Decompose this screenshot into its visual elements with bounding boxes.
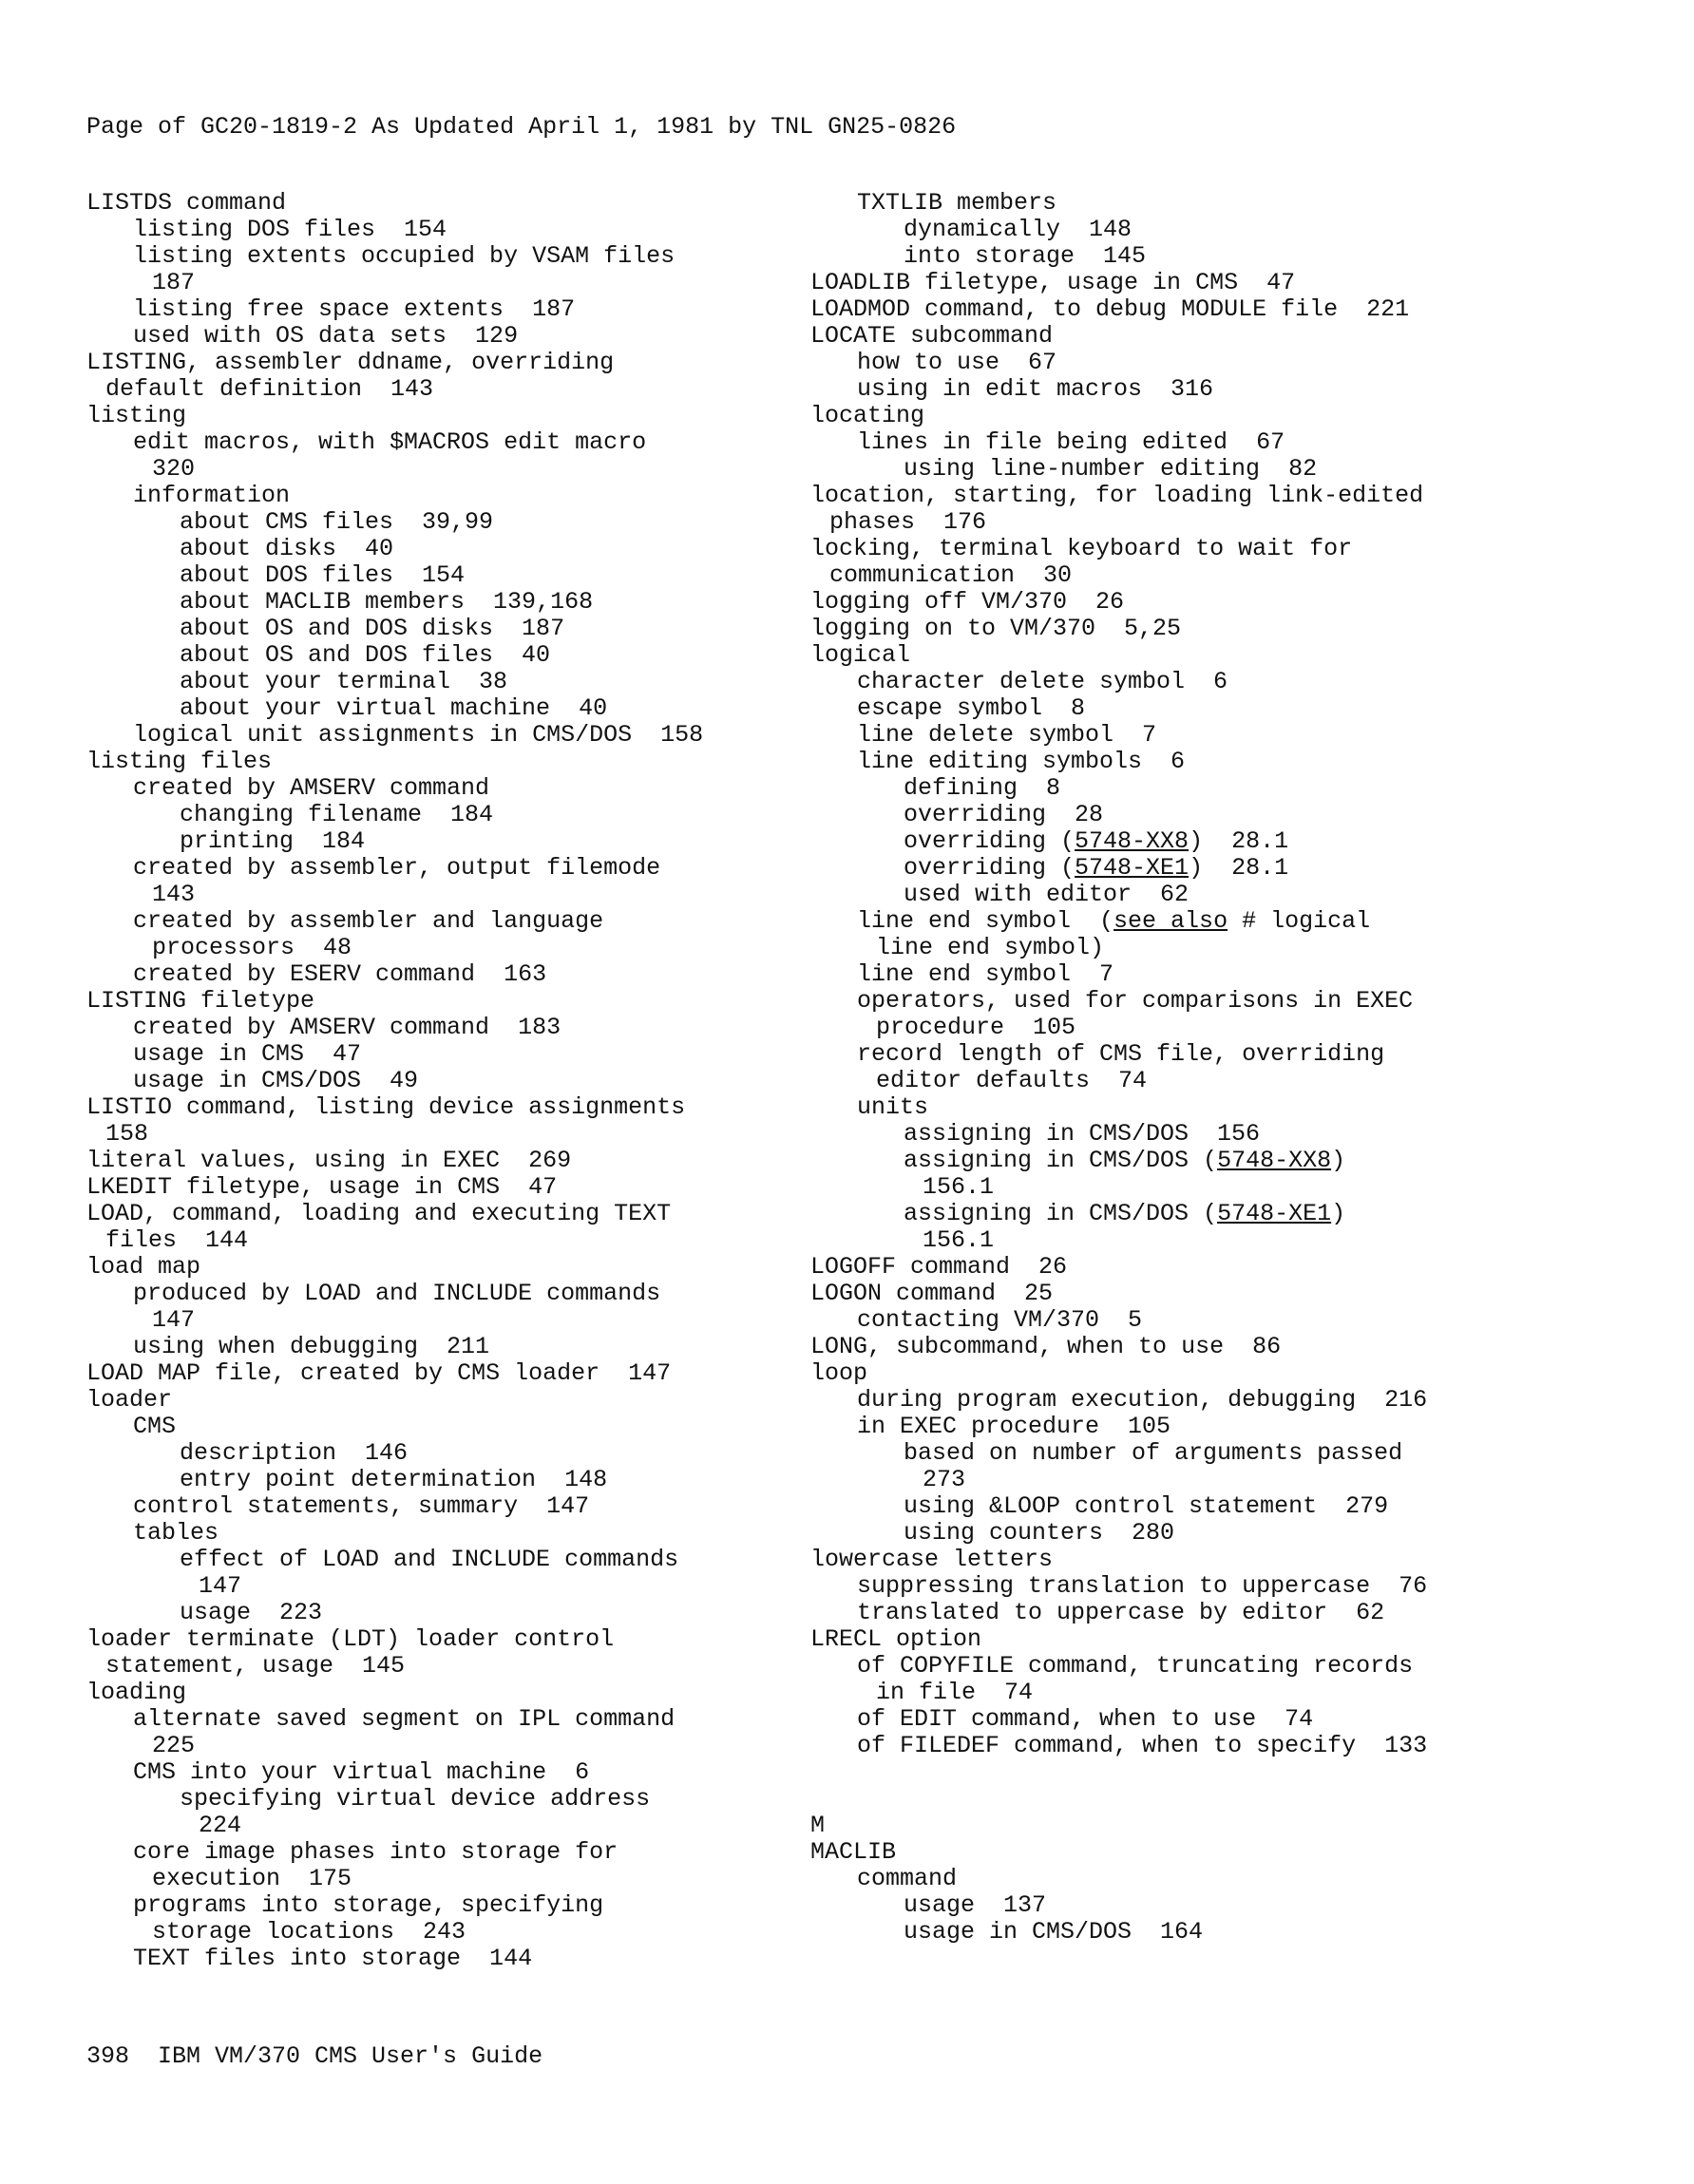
index-entry: usage 137: [904, 1891, 1047, 1919]
index-entry: entry point determination 148: [180, 1466, 608, 1493]
index-entry: location, starting, for loading link-edited: [810, 482, 1424, 509]
index-entry: CMS: [133, 1413, 177, 1440]
index-entry: editor defaults 74: [876, 1067, 1148, 1094]
index-entry: suppressing translation to uppercase 76: [857, 1572, 1428, 1600]
index-entry: about MACLIB members 139,168: [180, 588, 594, 616]
index-entry: line end symbol 7: [857, 960, 1114, 988]
index-entry: 147: [199, 1572, 242, 1600]
index-entry: usage in CMS 47: [133, 1040, 362, 1068]
underlined-reference: 5748-XX8: [1217, 1147, 1332, 1174]
index-entry: created by assembler and language: [133, 907, 604, 935]
index-entry: description 146: [180, 1439, 409, 1467]
index-entry: storage locations 243: [152, 1918, 466, 1946]
index-entry: 320: [152, 455, 196, 483]
index-entry: LOADLIB filetype, usage in CMS 47: [810, 269, 1296, 296]
index-entry: lowercase letters: [810, 1546, 1054, 1573]
index-entry: load map: [86, 1253, 201, 1281]
index-entry: tables: [133, 1519, 219, 1547]
index-entry: loop: [810, 1359, 868, 1387]
index-entry: LISTDS command: [86, 189, 287, 217]
index-entry: 156.1: [923, 1226, 995, 1254]
index-entry: information: [133, 482, 291, 509]
index-entry: 143: [152, 881, 196, 908]
index-entry: listing extents occupied by VSAM files: [133, 242, 676, 270]
index-entry: locking, terminal keyboard to wait for: [810, 535, 1353, 562]
index-entry: logical: [810, 641, 911, 669]
index-entry: LOCATE subcommand: [810, 322, 1054, 350]
index-entry: created by AMSERV command 183: [133, 1014, 561, 1041]
index-entry: TEXT files into storage 144: [133, 1945, 533, 1972]
index-entry: contacting VM/370 5: [857, 1306, 1143, 1334]
index-entry: about OS and DOS files 40: [180, 641, 551, 669]
index-entry: overriding 28: [904, 801, 1104, 828]
index-entry: processors 48: [152, 934, 352, 961]
index-entry: command: [857, 1865, 958, 1892]
index-entry: usage 223: [180, 1599, 323, 1626]
underlined-reference: 5748-XX8: [1075, 827, 1190, 855]
index-entry: line delete symbol 7: [857, 721, 1157, 749]
index-entry: LISTIO command, listing device assignments: [86, 1093, 686, 1121]
index-entry: LOAD, command, loading and executing TEXT: [86, 1200, 672, 1227]
index-entry: about OS and DOS disks 187: [180, 615, 565, 642]
index-entry: 273: [923, 1466, 966, 1493]
index-entry: literal values, using in EXEC 269: [86, 1147, 572, 1174]
index-entry: units: [857, 1093, 929, 1121]
index-entry: character delete symbol 6: [857, 668, 1228, 695]
index-entry: loader terminate (LDT) loader control: [86, 1625, 615, 1653]
underlined-reference: 5748-XE1: [1217, 1200, 1332, 1227]
index-entry: in file 74: [876, 1679, 1034, 1706]
index-entry: used with OS data sets 129: [133, 322, 519, 350]
index-entry: 224: [199, 1812, 242, 1839]
index-entry: using when debugging 211: [133, 1333, 490, 1360]
index-entry: core image phases into storage for: [133, 1838, 619, 1866]
index-entry: LOADMOD command, to debug MODULE file 221: [810, 295, 1410, 323]
index-entry: overriding (5748-XE1) 28.1: [904, 854, 1289, 882]
index-entry: assigning in CMS/DOS 156: [904, 1120, 1261, 1148]
index-entry: how to use 67: [857, 349, 1057, 376]
index-entry: about DOS files 154: [180, 561, 466, 589]
index-entry: of FILEDEF command, when to specify 133: [857, 1732, 1428, 1759]
index-entry: M: [810, 1812, 826, 1839]
index-entry: logging on to VM/370 5,25: [810, 615, 1182, 642]
index-entry: using in edit macros 316: [857, 375, 1214, 403]
index-entry: printing 184: [180, 827, 366, 855]
index-entry: changing filename 184: [180, 801, 494, 828]
index-entry: line editing symbols 6: [857, 748, 1186, 775]
index-entry: of EDIT command, when to use 74: [857, 1705, 1314, 1733]
index-entry: edit macros, with $MACROS edit macro: [133, 428, 647, 456]
index-entry: LOAD MAP file, created by CMS loader 147: [86, 1359, 672, 1387]
index-entry: created by ESERV command 163: [133, 960, 547, 988]
index-entry: logical unit assignments in CMS/DOS 158: [133, 721, 704, 749]
index-entry: procedure 105: [876, 1014, 1076, 1041]
index-entry: produced by LOAD and INCLUDE commands: [133, 1280, 661, 1307]
index-entry: 147: [152, 1306, 196, 1334]
index-entry: statement, usage 145: [105, 1652, 406, 1680]
index-entry: usage in CMS/DOS 49: [133, 1067, 419, 1094]
index-column-left: [86, 190, 837, 1972]
index-entry: LISTING filetype: [86, 987, 315, 1015]
index-entry: listing: [86, 402, 187, 429]
index-entry: MACLIB: [810, 1838, 897, 1866]
index-entry: 225: [152, 1732, 196, 1759]
index-entry: using line-number editing 82: [904, 455, 1318, 483]
index-entry: LKEDIT filetype, usage in CMS 47: [86, 1173, 558, 1201]
index-entry: about your terminal 38: [180, 668, 508, 695]
index-entry: 156.1: [923, 1173, 995, 1201]
index-entry: alternate saved segment on IPL command: [133, 1705, 676, 1733]
index-entry: about CMS files 39,99: [180, 508, 494, 536]
index-entry: communication 30: [829, 561, 1073, 589]
index-entry: assigning in CMS/DOS (5748-XX8): [904, 1147, 1346, 1174]
index-entry: execution 175: [152, 1865, 352, 1892]
index-entry: TXTLIB members: [857, 189, 1057, 217]
section-gap: [810, 1759, 1665, 1813]
index-entry: in EXEC procedure 105: [857, 1413, 1171, 1440]
index-entry: using &LOOP control statement 279: [904, 1492, 1389, 1520]
index-entry: translated to uppercase by editor 62: [857, 1599, 1385, 1626]
index-entry: based on number of arguments passed: [904, 1439, 1403, 1467]
index-entry: listing files: [86, 748, 273, 775]
index-entry: loading: [86, 1679, 187, 1706]
index-entry: about disks 40: [180, 535, 394, 562]
underlined-reference: 5748-XE1: [1075, 854, 1190, 882]
index-entry: operators, used for comparisons in EXEC: [857, 987, 1414, 1015]
index-entry: LONG, subcommand, when to use 86: [810, 1333, 1282, 1360]
index-entry: usage in CMS/DOS 164: [904, 1918, 1204, 1946]
index-entry: phases 176: [829, 508, 987, 536]
index-entry: used with editor 62: [904, 881, 1190, 908]
index-entry: programs into storage, specifying: [133, 1891, 604, 1919]
index-entry: locating: [810, 402, 925, 429]
index-entry: created by assembler, output filemode: [133, 854, 661, 882]
index-entry: record length of CMS file, overriding: [857, 1040, 1385, 1068]
index-entry: about your virtual machine 40: [180, 694, 608, 722]
index-entry: using counters 280: [904, 1519, 1175, 1547]
index-entry: files 144: [105, 1226, 249, 1254]
index-entry: created by AMSERV command: [133, 774, 490, 802]
index-entry: 187: [152, 269, 196, 296]
index-entry: defining 8: [904, 774, 1061, 802]
index-entry: escape symbol 8: [857, 694, 1086, 722]
index-entry: 158: [105, 1120, 149, 1148]
index-entry: listing free space extents 187: [133, 295, 576, 323]
index-entry: into storage 145: [904, 242, 1147, 270]
index-entry: control statements, summary 147: [133, 1492, 590, 1520]
page-header: Page of GC20-1819-2 As Updated April 1, 1981 by TNL GN25-0826: [86, 113, 957, 141]
index-column-right: [810, 190, 1665, 1946]
underlined-reference: see also: [1113, 907, 1228, 935]
page-footer: 398 IBM VM/370 CMS User's Guide: [86, 2042, 543, 2070]
index-entry: of COPYFILE command, truncating records: [857, 1652, 1414, 1680]
index-entry: listing DOS files 154: [133, 216, 447, 243]
index-entry: LISTING, assembler ddname, overriding: [86, 349, 615, 376]
index-entry: CMS into your virtual machine 6: [133, 1758, 590, 1786]
index-entry: overriding (5748-XX8) 28.1: [904, 827, 1289, 855]
index-entry: LOGOFF command 26: [810, 1253, 1068, 1281]
index-entry: loader: [86, 1386, 173, 1414]
index-entry: lines in file being edited 67: [857, 428, 1285, 456]
index-entry: during program execution, debugging 216: [857, 1386, 1428, 1414]
index-entry: specifying virtual device address: [180, 1785, 651, 1813]
index-entry: line end symbol): [876, 934, 1105, 961]
index-entry: LRECL option: [810, 1625, 982, 1653]
index-entry: dynamically 148: [904, 216, 1133, 243]
index-entry: assigning in CMS/DOS (5748-XE1): [904, 1200, 1346, 1227]
index-entry: line end symbol (see also # logical: [857, 907, 1371, 935]
index-entry: logging off VM/370 26: [810, 588, 1125, 616]
index-entry: effect of LOAD and INCLUDE commands: [180, 1546, 679, 1573]
index-entry: LOGON command 25: [810, 1280, 1054, 1307]
index-entry: default definition 143: [105, 375, 434, 403]
